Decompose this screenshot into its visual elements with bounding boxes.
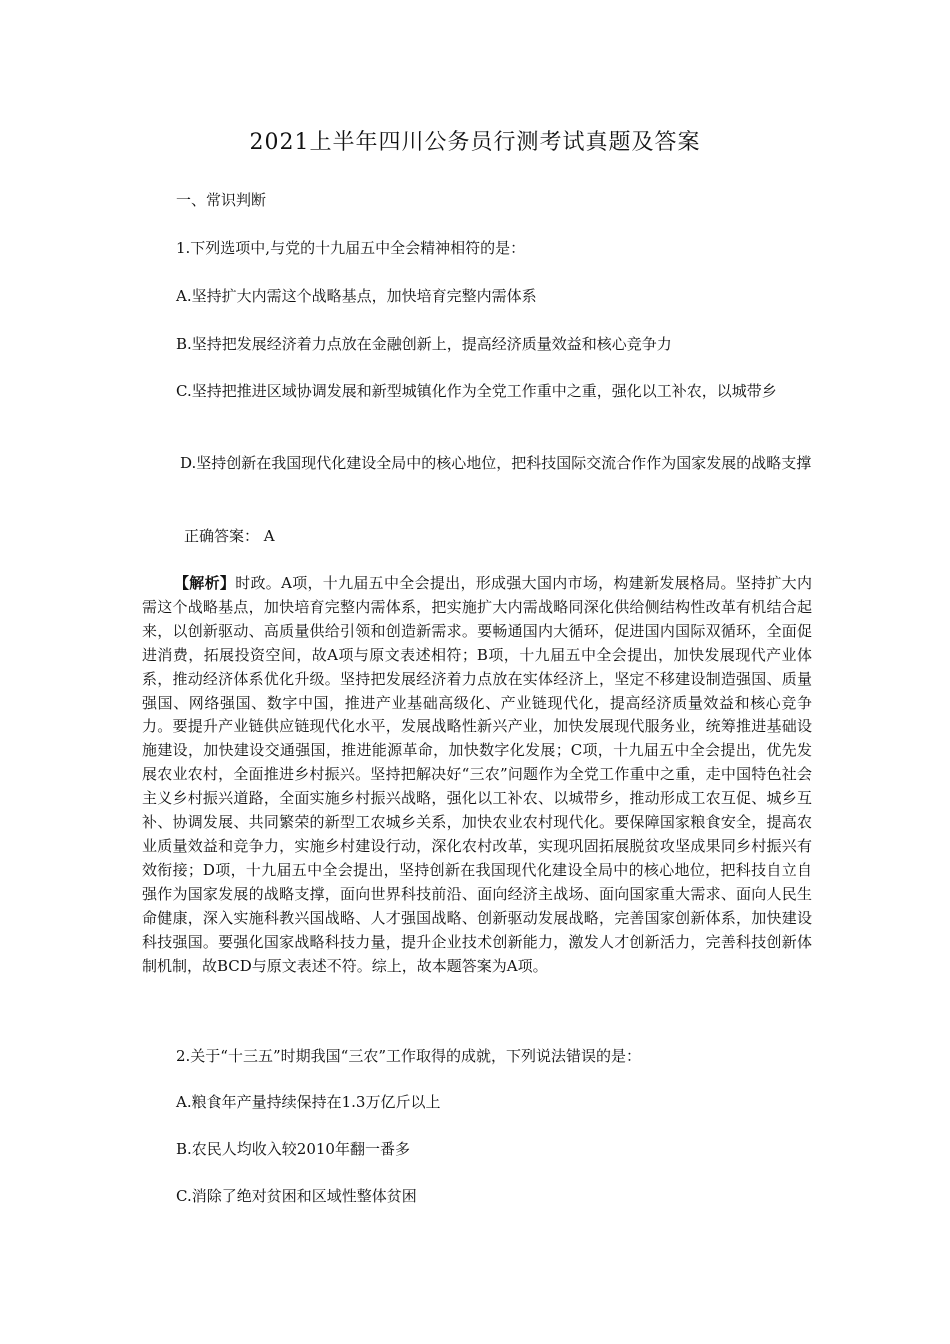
question-1-option-d: D.坚持创新在我国现代化建设全局中的核心地位，把科技国际交流合作作为国家发展的战略支撑	[180, 454, 812, 472]
question-1-stem: 1.下列选项中,与党的十九届五中全会精神相符的是：	[176, 239, 526, 257]
question-2-option-a: A.粮食年产量持续保持在1.3万亿斤以上	[176, 1093, 441, 1111]
question-2-stem: 2.关于“十三五”时期我国“三农”工作取得的成就，下列说法错误的是：	[176, 1047, 641, 1065]
question-1-option-c: C.坚持把推进区域协调发展和新型城镇化作为全党工作重中之重，强化以工补农，以城带乡	[176, 382, 777, 400]
analysis-text: 时政。A项，十九届五中全会提出，形成强大国内市场，构建新发展格局。坚持扩大内需这个战略基点，加快培育完整内需体系，把实施扩大内需战略同深化供给侧结构性改革有机结合起来，以创新驱动、高质量供给引领和创造新需求。要畅通国内大循环，促进国内国际双循环，全面促进消费，拓展投资空间，故A项与原文表述相符；B项，十九届五中全会提出，加快发展现代产业体系，推动经济体系优化升级。坚持把发展经济着力点放在实体经济上，坚定不移建设制造强国、质量强国、网络强国、数字中国，推进产业基础高级化、产业链现代化，提高经济质量效益和核心竞争力。要提升产业链供应链现代化水平，发展战略性新兴产业，加快发展现代服务业，统筹推进基础设施建设，加快建设交通强国，推进能源革命，加快数字化发展；C项，十九届五中全会提出，优先发展农业农村，全面推进乡村振兴。坚持把解决好“三农”问题作为全党工作重中之重，走中国特色社会主义乡村振兴道路，全面实施乡村振兴战略，强化以工补农、以城带乡，推动形成工农互促、城乡互补、协调发展、共同繁荣的新型工农城乡关系，加快农业农村现代化。要保障国家粮食安全，提高农业质量效益和竞争力，实施乡村建设行动，深化农村改革，实现巩固拓展脱贫攻坚成果同乡村振兴有效衔接；D项，十九届五中全会提出，坚持创新在我国现代化建设全局中的核心地位，把科技自立自强作为国家发展的战略支撑，面向世界科技前沿、面向经济主战场、面向国家重大需求、面向人民生命健康，深入实施科教兴国战略、人才强国战略、创新驱动发展战略，完善国家创新体系，加快建设科技强国。要强化国家战略科技力量，提升企业技术创新能力，激发人才创新活力，完善科技创新体制机制，故BCD与原文表述不符。综上，故本题答案为A项。	[142, 574, 812, 975]
question-1-option-a: A.坚持扩大内需这个战略基点，加快培育完整内需体系	[176, 287, 537, 305]
analysis-tag: 【解析】	[174, 574, 236, 592]
question-1-analysis	[142, 572, 812, 978]
question-2-option-c: C.消除了绝对贫困和区域性整体贫困	[176, 1187, 417, 1205]
document-title: 2021上半年四川公务员行测考试真题及答案	[249, 130, 701, 155]
question-1-option-b: B.坚持把发展经济着力点放在金融创新上，提高经济质量效益和核心竞争力	[176, 335, 672, 353]
question-2-option-b: B.农民人均收入较2010年翻一番多	[176, 1140, 410, 1158]
section-heading: 一、常识判断	[176, 191, 267, 209]
question-1-answer: 正确答案： A	[184, 527, 275, 545]
